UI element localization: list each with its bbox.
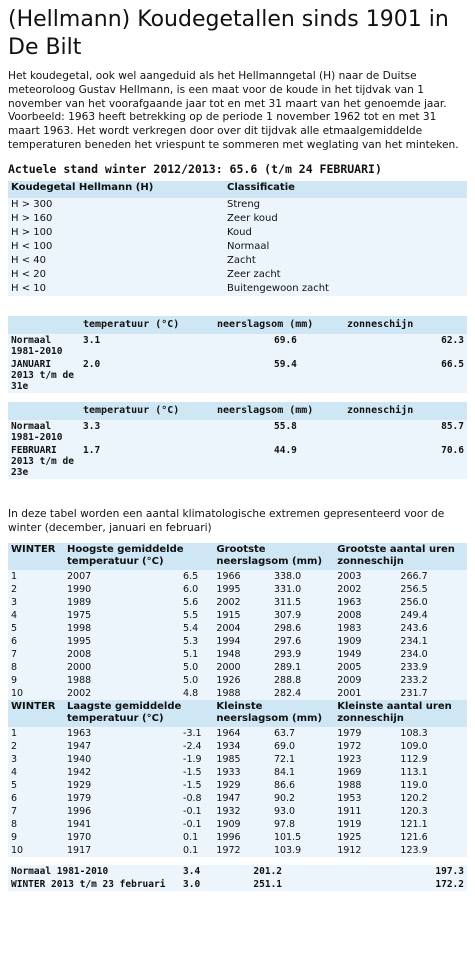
table-cell: 108.3	[397, 727, 467, 740]
extremes-intro: In deze tabel worden een aantal klimatologische extremen gepresenteerd voor de winter (december, januari en februari)	[8, 507, 445, 534]
table-cell: 101.5	[271, 831, 334, 844]
spacer-cell	[8, 857, 467, 865]
page-title: (Hellmann) Koudegetallen sinds 1901 in De Bilt	[8, 7, 449, 60]
table-cell: 90.2	[271, 792, 334, 805]
table-cell: 2	[8, 740, 64, 753]
table-cell: 2008	[334, 609, 397, 622]
table-cell: 288.8	[271, 674, 334, 687]
table-cell: 1998	[64, 622, 180, 635]
table-cell: 1990	[64, 583, 180, 596]
table-cell: 1923	[334, 753, 397, 766]
table-cell: 2	[8, 583, 64, 596]
table-cell: -1.5	[180, 766, 213, 779]
table-row	[8, 198, 467, 212]
table-cell: 293.9	[271, 648, 334, 661]
table-cell: -1.5	[180, 779, 213, 792]
table-cell: 120.2	[397, 792, 467, 805]
table-cell: 298.6	[271, 622, 334, 635]
table-row	[8, 727, 467, 740]
table-cell: Normaal	[224, 240, 467, 254]
table-cell: 4.8	[180, 687, 213, 700]
table-cell: WINTER 2013 t/m 23 februari	[8, 878, 180, 891]
table-row	[8, 570, 467, 583]
table-cell: Normaal 1981-2010	[8, 865, 180, 878]
column-header: WINTER	[8, 700, 64, 727]
table-header-row	[8, 316, 467, 334]
table-cell: 1953	[334, 792, 397, 805]
table-cell: 86.6	[271, 779, 334, 792]
column-header	[8, 402, 80, 420]
table-cell: 69.0	[271, 740, 334, 753]
table-cell: 1988	[334, 779, 397, 792]
table-row	[8, 622, 467, 635]
table-cell: 1929	[213, 779, 271, 792]
table-row	[8, 420, 467, 444]
table-cell: 6	[8, 792, 64, 805]
table-cell: -1.9	[180, 753, 213, 766]
table-cell: 1975	[64, 609, 180, 622]
table-cell: 9	[8, 831, 64, 844]
table-cell: 1942	[64, 766, 180, 779]
column-header: neerslagsom (mm)	[214, 316, 344, 334]
table-cell: 70.6	[344, 444, 467, 479]
table-row	[8, 334, 467, 358]
table-cell: 6.0	[180, 583, 213, 596]
table-cell: 109.0	[397, 740, 467, 753]
table-cell: 63.7	[271, 727, 334, 740]
table-cell: 307.9	[271, 609, 334, 622]
table-cell: 197.3	[334, 865, 467, 878]
table-cell: 2.0	[80, 358, 214, 393]
table-cell: 1963	[334, 596, 397, 609]
table-cell: 249.4	[397, 609, 467, 622]
table-row	[8, 240, 467, 254]
table-row	[8, 212, 467, 226]
table-row	[8, 583, 467, 596]
table-cell: 331.0	[271, 583, 334, 596]
table-row	[8, 358, 467, 393]
table-cell: 1996	[64, 805, 180, 818]
table-cell: 2000	[213, 661, 271, 674]
table-header-row	[8, 700, 467, 727]
table-row	[8, 282, 467, 296]
table-cell: 123.9	[397, 844, 467, 857]
table-cell: 1969	[334, 766, 397, 779]
table-cell: FEBRUARI 2013 t/m de 23e	[8, 444, 80, 479]
table-cell: 113.1	[397, 766, 467, 779]
table-cell: 256.5	[397, 583, 467, 596]
table-row	[8, 648, 467, 661]
table-cell: 1.7	[80, 444, 214, 479]
table-cell: Streng	[224, 198, 467, 212]
table-row	[8, 779, 467, 792]
table-cell: 2009	[334, 674, 397, 687]
february-table	[8, 402, 467, 479]
table-cell: 1	[8, 570, 64, 583]
table-cell: 10	[8, 687, 64, 700]
table-cell: Zeer zacht	[224, 268, 467, 282]
current-stand: Actuele stand winter 2012/2013: 65.6 (t/m 24 FEBRUARI)	[8, 161, 382, 176]
table-row	[8, 831, 467, 844]
table-cell: 2002	[334, 583, 397, 596]
table-cell: 6.5	[180, 570, 213, 583]
table-cell: 8	[8, 818, 64, 831]
table-cell: 5.0	[180, 661, 213, 674]
table-cell: 1985	[213, 753, 271, 766]
table-cell: 1934	[213, 740, 271, 753]
table-cell: 9	[8, 674, 64, 687]
table-cell: 1915	[213, 609, 271, 622]
column-header: Kleinste aantal uren zonneschijn	[334, 700, 467, 727]
table-cell: -2.4	[180, 740, 213, 753]
column-header: Grootste aantal uren zonneschijn	[334, 543, 467, 570]
table-cell: 69.6	[214, 334, 344, 358]
table-cell: 3.0	[180, 878, 213, 891]
table-cell: 3.3	[80, 420, 214, 444]
table-row	[8, 268, 467, 282]
table-cell: 103.9	[271, 844, 334, 857]
table-cell: 2004	[213, 622, 271, 635]
table-header-row	[8, 543, 467, 570]
january-table	[8, 316, 467, 393]
table-cell: 3	[8, 596, 64, 609]
table-cell: 251.1	[213, 878, 334, 891]
spacer-row	[8, 857, 467, 865]
table-cell: 1909	[334, 635, 397, 648]
table-cell: 1989	[64, 596, 180, 609]
table-cell: 1929	[64, 779, 180, 792]
table-cell: 1979	[64, 792, 180, 805]
table-cell: 233.2	[397, 674, 467, 687]
table-cell: 0.1	[180, 831, 213, 844]
table-cell: 1919	[334, 818, 397, 831]
column-header	[8, 316, 80, 334]
table-cell: 1970	[64, 831, 180, 844]
table-cell: 93.0	[271, 805, 334, 818]
column-header: Hoogste gemiddelde temperatuur (°C)	[64, 543, 213, 570]
table-cell: 266.7	[397, 570, 467, 583]
table-cell: 1994	[213, 635, 271, 648]
table-cell: 62.3	[344, 334, 467, 358]
table-cell: 72.1	[271, 753, 334, 766]
table-cell: 5.0	[180, 674, 213, 687]
table-cell: 297.6	[271, 635, 334, 648]
table-cell: 1988	[213, 687, 271, 700]
column-header: Laagste gemiddelde temperatuur (°C)	[64, 700, 213, 727]
table-row	[8, 444, 467, 479]
table-cell: 1932	[213, 805, 271, 818]
table-cell: 5.4	[180, 622, 213, 635]
table-cell: 5.1	[180, 648, 213, 661]
table-cell: 0.1	[180, 844, 213, 857]
table-cell: 1963	[64, 727, 180, 740]
intro-paragraph: Het koudegetal, ook wel aangeduid als het Hellmanngetal (H) naar de Duitse meteoroloog Gustav Hellmann, is een maat voor de koude in het tijdvak van 1 november van het voorafgaande jaar tot en met 31 maart van het genoemde jaar. Voorbeeld: 1963 heeft betrekking op de periode 1 november 1962 tot en met 31 maart 1963. Het wordt verkregen door over dit tijdvak alle etmaalgemiddelde temperaturen beneden het vriespunt te sommeren met weglating van het minteken.	[8, 70, 459, 151]
column-header: temperatuur (°C)	[80, 316, 214, 334]
table-cell: 84.1	[271, 766, 334, 779]
column-header: WINTER	[8, 543, 64, 570]
table-cell: 112.9	[397, 753, 467, 766]
table-cell: 289.1	[271, 661, 334, 674]
table-cell: 243.6	[397, 622, 467, 635]
table-cell: 66.5	[344, 358, 467, 393]
table-cell: 1995	[64, 635, 180, 648]
table-cell: 2008	[64, 648, 180, 661]
table-cell: -0.1	[180, 818, 213, 831]
table-cell: 1949	[334, 648, 397, 661]
table-cell: 2000	[64, 661, 180, 674]
table-row	[8, 596, 467, 609]
table-cell: 1972	[334, 740, 397, 753]
table-header-row	[8, 181, 467, 198]
table-cell: 4	[8, 766, 64, 779]
table-cell: 2007	[64, 570, 180, 583]
table-cell: 1909	[213, 818, 271, 831]
table-cell: 4	[8, 609, 64, 622]
table-cell: 311.5	[271, 596, 334, 609]
table-row	[8, 792, 467, 805]
table-cell: 3.1	[80, 334, 214, 358]
table-cell: H > 300	[8, 198, 224, 212]
table-cell: 119.0	[397, 779, 467, 792]
table-cell: 256.0	[397, 596, 467, 609]
table-cell: 1988	[64, 674, 180, 687]
summary-row	[8, 878, 467, 891]
table-row	[8, 844, 467, 857]
table-cell: H > 160	[8, 212, 224, 226]
table-cell: 1966	[213, 570, 271, 583]
table-cell: 2005	[334, 661, 397, 674]
table-cell: Normaal 1981-2010	[8, 420, 80, 444]
table-cell: JANUARI 2013 t/m de 31e	[8, 358, 80, 393]
table-cell: 1947	[213, 792, 271, 805]
table-row	[8, 740, 467, 753]
table-cell: 2001	[334, 687, 397, 700]
table-cell: 1911	[334, 805, 397, 818]
table-cell: Buitengewoon zacht	[224, 282, 467, 296]
table-cell: 44.9	[214, 444, 344, 479]
table-row	[8, 674, 467, 687]
table-cell: 85.7	[344, 420, 467, 444]
table-cell: 282.4	[271, 687, 334, 700]
column-header: neerslagsom (mm)	[214, 402, 344, 420]
column-header: temperatuur (°C)	[80, 402, 214, 420]
table-cell: 121.6	[397, 831, 467, 844]
table-row	[8, 254, 467, 268]
table-cell: H < 100	[8, 240, 224, 254]
table-header-row	[8, 402, 467, 420]
column-header: Classificatie	[224, 181, 467, 198]
table-cell: 3	[8, 753, 64, 766]
table-cell: Zacht	[224, 254, 467, 268]
table-cell: 6	[8, 635, 64, 648]
table-cell: Zeer koud	[224, 212, 467, 226]
table-cell: 1926	[213, 674, 271, 687]
table-row	[8, 818, 467, 831]
table-cell: 59.4	[214, 358, 344, 393]
table-row	[8, 635, 467, 648]
table-cell: 1983	[334, 622, 397, 635]
table-cell: 10	[8, 844, 64, 857]
table-cell: 5.3	[180, 635, 213, 648]
column-header: zonneschijn	[344, 316, 467, 334]
table-row	[8, 753, 467, 766]
table-cell: 201.2	[213, 865, 334, 878]
column-header: Grootste neerslagsom (mm)	[213, 543, 334, 570]
table-row	[8, 226, 467, 240]
classification-table	[8, 181, 467, 296]
table-cell: 1925	[334, 831, 397, 844]
table-cell: 1933	[213, 766, 271, 779]
table-cell: 120.3	[397, 805, 467, 818]
table-cell: 3.4	[180, 865, 213, 878]
table-row	[8, 687, 467, 700]
extremes-table	[8, 543, 467, 891]
table-cell: 5.6	[180, 596, 213, 609]
table-cell: 172.2	[334, 878, 467, 891]
summary-row	[8, 865, 467, 878]
table-cell: -0.1	[180, 805, 213, 818]
table-cell: 2002	[213, 596, 271, 609]
column-header: Koudegetal Hellmann (H)	[8, 181, 224, 198]
table-cell: 1948	[213, 648, 271, 661]
column-header: zonneschijn	[344, 402, 467, 420]
table-cell: 1995	[213, 583, 271, 596]
table-cell: Normaal 1981-2010	[8, 334, 80, 358]
table-cell: H > 100	[8, 226, 224, 240]
table-cell: 231.7	[397, 687, 467, 700]
table-cell: 1	[8, 727, 64, 740]
table-cell: 338.0	[271, 570, 334, 583]
table-row	[8, 609, 467, 622]
table-cell: 234.1	[397, 635, 467, 648]
table-cell: 97.8	[271, 818, 334, 831]
table-cell: 8	[8, 661, 64, 674]
table-cell: 1940	[64, 753, 180, 766]
table-cell: H < 10	[8, 282, 224, 296]
table-cell: H < 40	[8, 254, 224, 268]
table-cell: 1996	[213, 831, 271, 844]
table-cell: 233.9	[397, 661, 467, 674]
table-row	[8, 661, 467, 674]
table-cell: 1964	[213, 727, 271, 740]
table-cell: 7	[8, 648, 64, 661]
table-cell: -3.1	[180, 727, 213, 740]
table-row	[8, 766, 467, 779]
table-cell: 1912	[334, 844, 397, 857]
table-cell: 2002	[64, 687, 180, 700]
table-cell: 1972	[213, 844, 271, 857]
table-cell: 121.1	[397, 818, 467, 831]
table-cell: 2003	[334, 570, 397, 583]
table-cell: -0.8	[180, 792, 213, 805]
table-cell: 5	[8, 779, 64, 792]
table-cell: 1917	[64, 844, 180, 857]
table-cell: H < 20	[8, 268, 224, 282]
table-row	[8, 805, 467, 818]
table-cell: 1947	[64, 740, 180, 753]
table-cell: 55.8	[214, 420, 344, 444]
table-cell: 1941	[64, 818, 180, 831]
column-header: Kleinste neerslagsom (mm)	[213, 700, 334, 727]
table-cell: 234.0	[397, 648, 467, 661]
table-cell: 5.5	[180, 609, 213, 622]
table-cell: 7	[8, 805, 64, 818]
table-cell: Koud	[224, 226, 467, 240]
table-cell: 5	[8, 622, 64, 635]
table-cell: 1979	[334, 727, 397, 740]
